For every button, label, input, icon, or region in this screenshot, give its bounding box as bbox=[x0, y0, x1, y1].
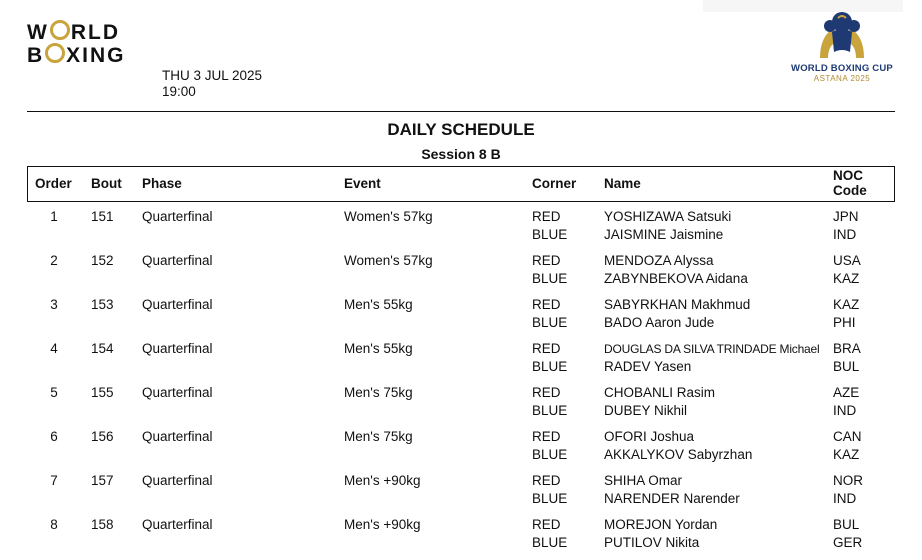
blue-noc-cell: GER bbox=[833, 535, 863, 550]
red-name-cell: MOREJON Yordan bbox=[604, 517, 718, 532]
bout-cell: 156 bbox=[91, 429, 114, 444]
order-cell: 2 bbox=[50, 253, 58, 268]
col-bout: Bout bbox=[91, 176, 122, 191]
phase-cell: Quarterfinal bbox=[142, 429, 213, 444]
order-cell: 6 bbox=[50, 429, 58, 444]
blue-corner-cell: BLUE bbox=[532, 403, 568, 418]
blue-noc-cell: IND bbox=[833, 491, 857, 506]
col-noc: NOC bbox=[833, 168, 863, 183]
blue-name-cell: JAISMINE Jaismine bbox=[604, 227, 724, 242]
event-cell: Men's +90kg bbox=[344, 517, 421, 532]
table-row bbox=[27, 208, 895, 252]
red-corner-cell: RED bbox=[532, 253, 561, 268]
red-noc-cell: KAZ bbox=[833, 297, 860, 312]
order-cell: 7 bbox=[50, 473, 58, 488]
red-noc-cell: JPN bbox=[833, 209, 859, 224]
red-corner-cell: RED bbox=[532, 429, 561, 444]
date-time bbox=[162, 68, 262, 100]
col-phase: Phase bbox=[142, 176, 182, 191]
col-order: Order bbox=[35, 176, 72, 191]
phase-cell: Quarterfinal bbox=[142, 297, 213, 312]
event-cell: Men's 55kg bbox=[344, 341, 413, 356]
red-noc-cell: CAN bbox=[833, 429, 862, 444]
blue-noc-cell: PHI bbox=[833, 315, 856, 330]
boxer-emblem-icon bbox=[812, 8, 872, 62]
event-cell: Men's 55kg bbox=[344, 297, 413, 312]
world-boxing-cup-logo bbox=[772, 8, 912, 88]
blue-corner-cell: BLUE bbox=[532, 535, 568, 550]
order-cell: 4 bbox=[50, 341, 58, 356]
phase-cell: Quarterfinal bbox=[142, 253, 213, 268]
red-name-cell: DOUGLAS DA SILVA TRINDADE Michael bbox=[604, 342, 820, 356]
red-noc-cell: AZE bbox=[833, 385, 860, 400]
event-date: THU 3 JUL 2025 bbox=[162, 68, 263, 83]
logo-letter-b: B bbox=[27, 44, 45, 67]
header-divider bbox=[27, 111, 895, 112]
red-corner-cell: RED bbox=[532, 209, 561, 224]
table-row bbox=[27, 252, 895, 296]
order-cell: 1 bbox=[50, 209, 58, 224]
bout-cell: 151 bbox=[91, 209, 114, 224]
event-cell: Men's 75kg bbox=[344, 429, 413, 444]
blue-corner-cell: BLUE bbox=[532, 271, 568, 286]
red-name-cell: SABYRKHAN Makhmud bbox=[604, 297, 751, 312]
phase-cell: Quarterfinal bbox=[142, 517, 213, 532]
blue-noc-cell: KAZ bbox=[833, 447, 860, 462]
bout-cell: 158 bbox=[91, 517, 114, 532]
blue-noc-cell: IND bbox=[833, 227, 857, 242]
phase-cell: Quarterfinal bbox=[142, 385, 213, 400]
event-cell: Men's +90kg bbox=[344, 473, 421, 488]
event-cell: Women's 57kg bbox=[344, 209, 433, 224]
blue-corner-cell: BLUE bbox=[532, 359, 568, 374]
col-event: Event bbox=[344, 176, 381, 191]
col-noc-code: Code bbox=[833, 183, 867, 198]
event-cell: Women's 57kg bbox=[344, 253, 433, 268]
event-time: 19:00 bbox=[162, 84, 196, 99]
red-noc-cell: BUL bbox=[833, 517, 860, 532]
blue-corner-cell: BLUE bbox=[532, 315, 568, 330]
blue-noc-cell: BUL bbox=[833, 359, 860, 374]
red-name-cell: CHOBANLI Rasim bbox=[604, 385, 716, 400]
blue-corner-cell: BLUE bbox=[532, 227, 568, 242]
table-row bbox=[27, 516, 895, 560]
blue-name-cell: DUBEY Nikhil bbox=[604, 403, 688, 418]
blue-name-cell: AKKALYKOV Sabyrzhan bbox=[604, 447, 753, 462]
red-noc-cell: BRA bbox=[833, 341, 861, 356]
blue-noc-cell: IND bbox=[833, 403, 857, 418]
logo-letters-rld: RLD bbox=[70, 21, 120, 44]
table-row bbox=[27, 340, 895, 384]
logo-ring-icon bbox=[50, 20, 70, 40]
red-name-cell: SHIHA Omar bbox=[604, 473, 683, 488]
col-name: Name bbox=[604, 176, 641, 191]
order-cell: 8 bbox=[50, 517, 58, 532]
red-corner-cell: RED bbox=[532, 473, 561, 488]
phase-cell: Quarterfinal bbox=[142, 209, 213, 224]
blue-name-cell: RADEV Yasen bbox=[604, 359, 692, 374]
table-row bbox=[27, 472, 895, 516]
table-row bbox=[27, 296, 895, 340]
table-row bbox=[27, 384, 895, 428]
logo-letter-w: W bbox=[27, 21, 49, 44]
event-cell: Men's 75kg bbox=[344, 385, 413, 400]
red-name-cell: MENDOZA Alyssa bbox=[604, 253, 714, 268]
bout-cell: 153 bbox=[91, 297, 114, 312]
blue-corner-cell: BLUE bbox=[532, 447, 568, 462]
session-title: Session 8 B bbox=[421, 146, 501, 162]
red-corner-cell: RED bbox=[532, 385, 561, 400]
blue-name-cell: PUTILOV Nikita bbox=[604, 535, 700, 550]
red-corner-cell: RED bbox=[532, 297, 561, 312]
order-cell: 5 bbox=[50, 385, 58, 400]
world-boxing-logo bbox=[27, 20, 177, 68]
bout-cell: 157 bbox=[91, 473, 114, 488]
blue-noc-cell: KAZ bbox=[833, 271, 860, 286]
red-name-cell: OFORI Joshua bbox=[604, 429, 695, 444]
logo-letters-xing: XING bbox=[66, 44, 126, 67]
red-name-cell: YOSHIZAWA Satsuki bbox=[604, 209, 732, 224]
blue-name-cell: BADO Aaron Jude bbox=[604, 315, 715, 330]
cup-location: ASTANA 2025 bbox=[813, 74, 871, 83]
phase-cell: Quarterfinal bbox=[142, 473, 213, 488]
table-row bbox=[27, 428, 895, 472]
page-title: DAILY SCHEDULE bbox=[387, 120, 535, 139]
bout-cell: 152 bbox=[91, 253, 114, 268]
bout-cell: 154 bbox=[91, 341, 114, 356]
red-corner-cell: RED bbox=[532, 517, 561, 532]
table-header bbox=[27, 166, 895, 202]
red-noc-cell: USA bbox=[833, 253, 861, 268]
red-noc-cell: NOR bbox=[833, 473, 863, 488]
phase-cell: Quarterfinal bbox=[142, 341, 213, 356]
blue-name-cell: NARENDER Narender bbox=[604, 491, 740, 506]
bout-cell: 155 bbox=[91, 385, 114, 400]
order-cell: 3 bbox=[50, 297, 58, 312]
logo-ring-icon bbox=[45, 43, 65, 63]
blue-name-cell: ZABYNBEKOVA Aidana bbox=[604, 271, 748, 286]
red-corner-cell: RED bbox=[532, 341, 561, 356]
cup-name: WORLD BOXING CUP bbox=[791, 63, 893, 74]
col-corner: Corner bbox=[532, 176, 577, 191]
blue-corner-cell: BLUE bbox=[532, 491, 568, 506]
